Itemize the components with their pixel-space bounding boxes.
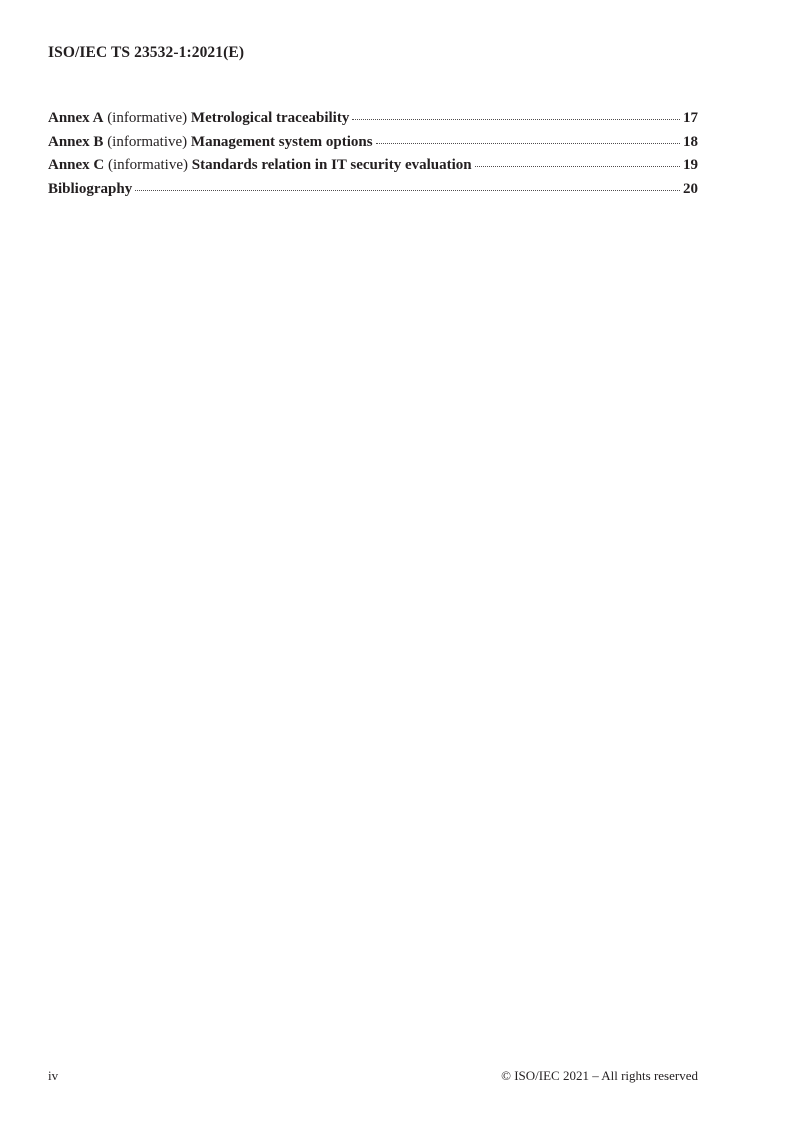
toc-entry-label	[48, 131, 373, 155]
footer-copyright: © ISO/IEC 2021 – All rights reserved	[501, 1068, 698, 1083]
dot-leader	[475, 166, 680, 167]
toc-entry-prefix: Bibliography	[48, 181, 133, 198]
toc-entry-qualifier: (informative)	[104, 157, 192, 174]
toc-entry-page-number: 20	[683, 181, 698, 198]
toc-entry-prefix: Annex B	[48, 133, 104, 150]
table-of-contents	[48, 107, 698, 202]
toc-entry-label	[48, 154, 472, 178]
toc-entry-label	[48, 178, 132, 202]
dot-leader	[135, 190, 680, 191]
toc-entry-prefix: Annex C	[48, 157, 105, 174]
toc-entry-qualifier: (informative)	[103, 110, 191, 126]
toc-entry-qualifier: (informative)	[103, 133, 191, 150]
toc-entry-bibliography	[48, 178, 698, 202]
toc-entry-title: Metrological traceability	[190, 110, 350, 126]
toc-entry-label	[48, 107, 349, 131]
dot-leader	[352, 119, 680, 120]
toc-entry-page-number: 18	[683, 133, 698, 150]
toc-entry-annex-a	[48, 107, 698, 131]
document-footer	[48, 1068, 698, 1084]
dot-leader	[376, 143, 680, 144]
toc-entry-title: Management system options	[190, 133, 373, 150]
footer-page-number: iv	[48, 1068, 59, 1083]
toc-entry-annex-c	[48, 154, 698, 178]
document-header-id: ISO/IEC TS 23532-1:2021(E)	[48, 44, 245, 61]
toc-entry-prefix: Annex A	[48, 110, 104, 126]
toc-entry-annex-b	[48, 131, 698, 155]
toc-entry-title: Standards relation in IT security evaluation	[191, 157, 472, 174]
toc-entry-page-number: 19	[683, 157, 698, 174]
toc-entry-page-number: 17	[683, 110, 698, 126]
